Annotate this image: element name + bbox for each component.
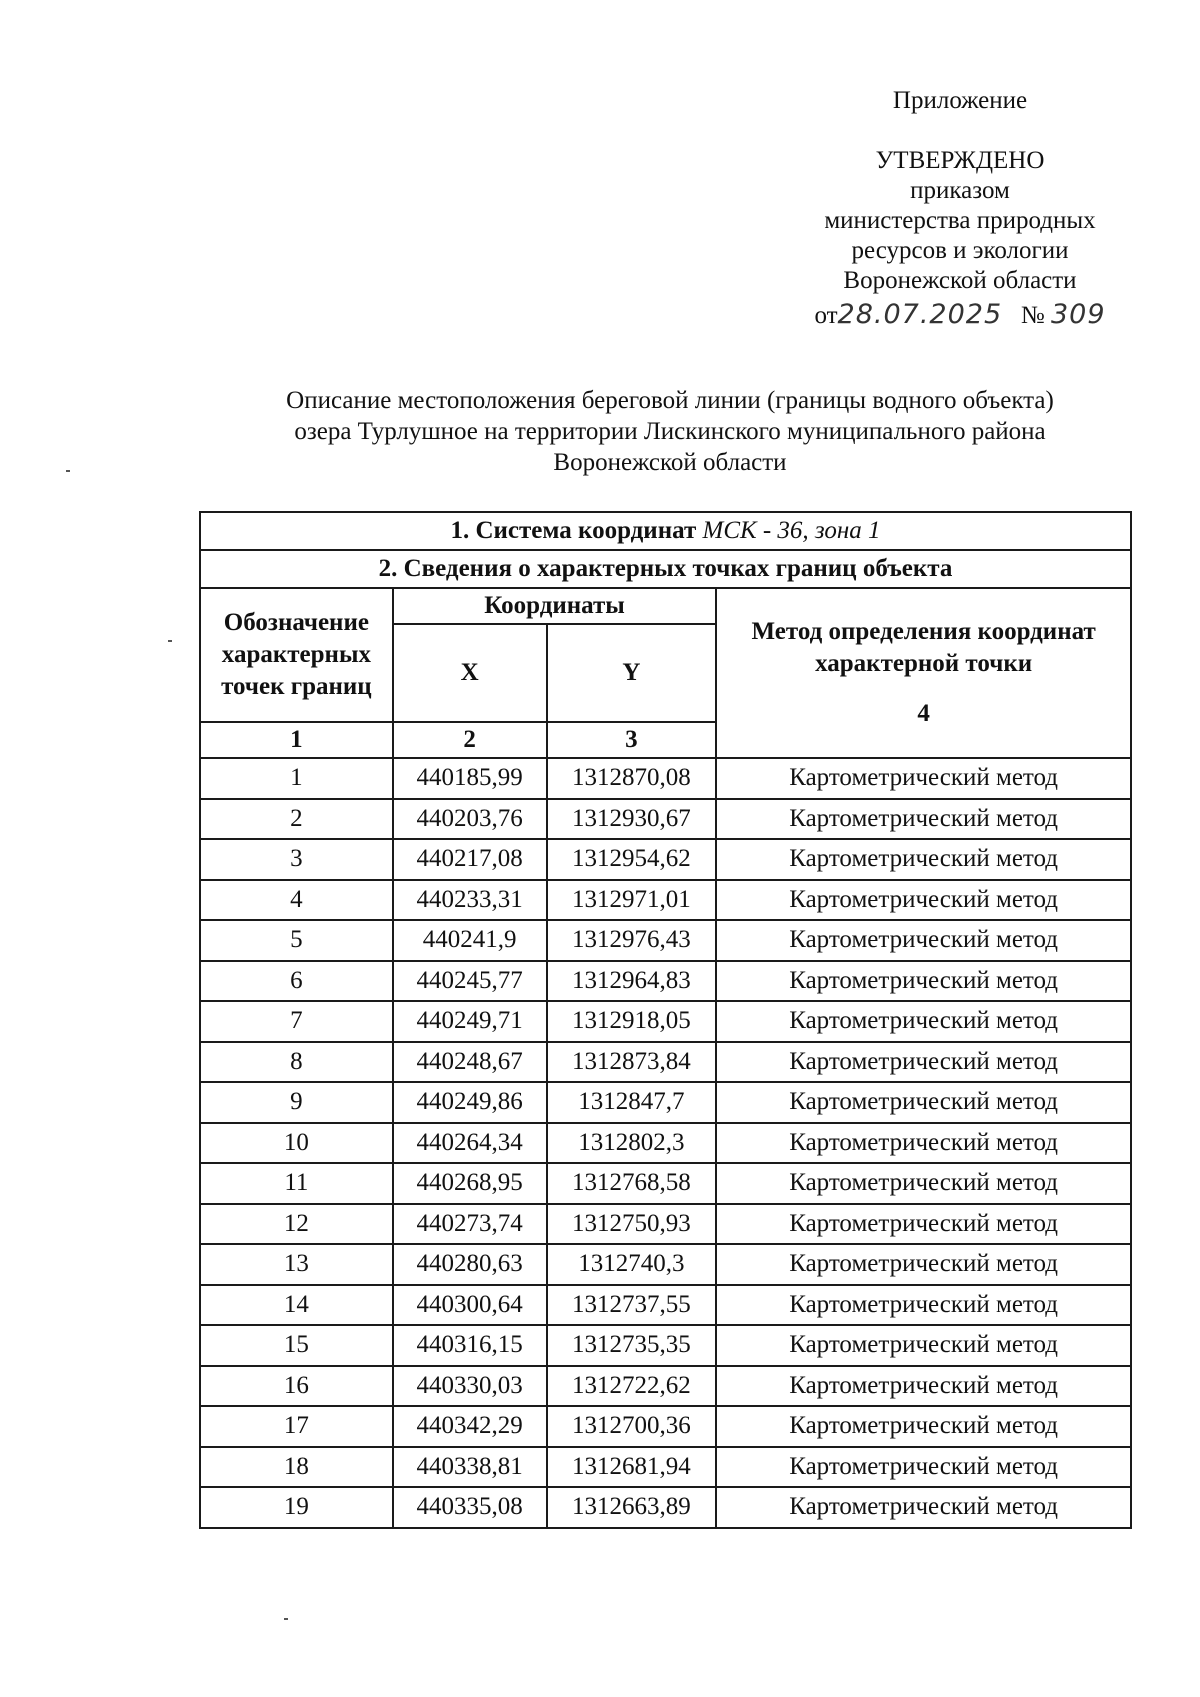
table-row [200, 1325, 1131, 1366]
method-cell: Картометрический метод [716, 1204, 1131, 1245]
coord-y: 1312976,43 [547, 920, 717, 961]
point-id: 8 [200, 1042, 393, 1083]
coord-y: 1312735,35 [547, 1325, 717, 1366]
method-cell: Картометрический метод [716, 1285, 1131, 1326]
method-cell: Картометрический метод [716, 1082, 1131, 1123]
coordinates-table [199, 511, 1132, 1529]
point-id: 12 [200, 1204, 393, 1245]
coord-y: 1312722,62 [547, 1366, 717, 1407]
table-row [200, 1001, 1131, 1042]
point-id: 11 [200, 1163, 393, 1204]
coord-x: 440241,9 [393, 920, 547, 961]
point-id: 3 [200, 839, 393, 880]
method-cell: Картометрический метод [716, 1406, 1131, 1447]
coord-x: 440273,74 [393, 1204, 547, 1245]
coord-y: 1312918,05 [547, 1001, 717, 1042]
table-row [200, 799, 1131, 840]
coord-y: 1312873,84 [547, 1042, 717, 1083]
coord-x: 440185,99 [393, 758, 547, 799]
col-number-1: 1 [200, 722, 393, 758]
date-prefix: от [814, 302, 838, 329]
coord-y: 1312768,58 [547, 1163, 717, 1204]
header-row-1 [200, 588, 1131, 624]
order-date: 28.07.2025 [837, 299, 1003, 330]
coord-y: 1312737,55 [547, 1285, 717, 1326]
table-row [200, 1163, 1131, 1204]
point-id: 19 [200, 1487, 393, 1528]
table-row [200, 920, 1131, 961]
point-id: 14 [200, 1285, 393, 1326]
number-prefix: № [1020, 302, 1045, 329]
order-number: 309 [1051, 299, 1106, 330]
coord-x: 440248,67 [393, 1042, 547, 1083]
coord-y: 1312954,62 [547, 839, 717, 880]
method-cell: Картометрический метод [716, 1325, 1131, 1366]
coord-y: 1312930,67 [547, 799, 717, 840]
order-date-number [790, 300, 1130, 331]
coordinate-system-value: МСК - 36, зона 1 [702, 517, 881, 544]
table-row [200, 1204, 1131, 1245]
title-line: озера Турлушное на территории Лискинского муниципального района [294, 418, 1046, 445]
coordinate-system-row [200, 512, 1131, 550]
point-id: 9 [200, 1082, 393, 1123]
scan-speck [168, 640, 172, 642]
table-row [200, 880, 1131, 921]
table-row [200, 839, 1131, 880]
point-id: 4 [200, 880, 393, 921]
method-cell: Картометрический метод [716, 758, 1131, 799]
table-row [200, 1366, 1131, 1407]
coord-y: 1312681,94 [547, 1447, 717, 1488]
method-cell: Картометрический метод [716, 799, 1131, 840]
method-cell: Картометрический метод [716, 880, 1131, 921]
method-cell: Картометрический метод [716, 920, 1131, 961]
table-row [200, 1082, 1131, 1123]
method-header: Метод определения координат характерной точки 4 [716, 588, 1131, 758]
title-line: Воронежской области [553, 449, 787, 476]
method-cell: Картометрический метод [716, 1001, 1131, 1042]
title-line: Описание местоположения береговой линии (границы водного объекта) [286, 387, 1054, 414]
coord-x: 440249,71 [393, 1001, 547, 1042]
coord-x: 440264,34 [393, 1123, 547, 1164]
approval-block [790, 86, 1130, 331]
coords-header: Координаты [393, 588, 716, 624]
point-id: 1 [200, 758, 393, 799]
table-row [200, 1285, 1131, 1326]
method-cell: Картометрический метод [716, 1123, 1131, 1164]
point-id: 13 [200, 1244, 393, 1285]
coord-y: 1312870,08 [547, 758, 717, 799]
coord-y: 1312750,93 [547, 1204, 717, 1245]
coord-x: 440249,86 [393, 1082, 547, 1123]
point-id: 18 [200, 1447, 393, 1488]
method-cell: Картометрический метод [716, 1042, 1131, 1083]
point-header: Обозначение характерных точек границ [200, 588, 393, 722]
coordinate-system-cell [200, 512, 1131, 550]
table-body [200, 758, 1131, 1528]
approval-line: ресурсов и экологии [851, 237, 1069, 264]
method-cell: Картометрический метод [716, 839, 1131, 880]
coord-x: 440316,15 [393, 1325, 547, 1366]
approval-line: министерства природных [824, 207, 1096, 234]
approval-line: приказом [910, 177, 1010, 204]
coord-x: 440217,08 [393, 839, 547, 880]
coord-x: 440338,81 [393, 1447, 547, 1488]
method-cell: Картометрический метод [716, 1487, 1131, 1528]
col-number-4: 4 [917, 700, 930, 727]
point-id: 6 [200, 961, 393, 1002]
method-cell: Картометрический метод [716, 1447, 1131, 1488]
table-row [200, 1487, 1131, 1528]
points-info-row [200, 550, 1131, 588]
point-id: 17 [200, 1406, 393, 1447]
coord-x: 440342,29 [393, 1406, 547, 1447]
method-cell: Картометрический метод [716, 1244, 1131, 1285]
coord-y: 1312700,36 [547, 1406, 717, 1447]
x-header: X [393, 624, 547, 722]
coord-x: 440233,31 [393, 880, 547, 921]
coord-x: 440245,77 [393, 961, 547, 1002]
coord-y: 1312802,3 [547, 1123, 717, 1164]
coordinate-system-label: 1. Система координат [450, 517, 697, 544]
coord-y: 1312847,7 [547, 1082, 717, 1123]
point-id: 15 [200, 1325, 393, 1366]
coord-y: 1312740,3 [547, 1244, 717, 1285]
coord-x: 440268,95 [393, 1163, 547, 1204]
method-cell: Картометрический метод [716, 1366, 1131, 1407]
approved-label: УТВЕРЖДЕНО [875, 147, 1045, 174]
method-cell: Картометрический метод [716, 1163, 1131, 1204]
coord-y: 1312663,89 [547, 1487, 717, 1528]
point-id: 7 [200, 1001, 393, 1042]
coord-x: 440330,03 [393, 1366, 547, 1407]
scan-speck [284, 1618, 288, 1620]
coord-y: 1312964,83 [547, 961, 717, 1002]
coord-y: 1312971,01 [547, 880, 717, 921]
table-row [200, 1042, 1131, 1083]
method-cell: Картометрический метод [716, 961, 1131, 1002]
points-info-label: 2. Сведения о характерных точках границ объекта [200, 550, 1131, 588]
table-row [200, 1406, 1131, 1447]
coord-x: 440280,63 [393, 1244, 547, 1285]
document-title [200, 385, 1140, 478]
scan-speck [66, 470, 70, 472]
point-id: 10 [200, 1123, 393, 1164]
coord-x: 440203,76 [393, 799, 547, 840]
coord-x: 440300,64 [393, 1285, 547, 1326]
y-header: Y [547, 624, 717, 722]
approval-line: Воронежской области [843, 267, 1077, 294]
appendix-label: Приложение [892, 87, 1028, 114]
coord-x: 440335,08 [393, 1487, 547, 1528]
point-id: 5 [200, 920, 393, 961]
col-number-2: 2 [393, 722, 547, 758]
table-row [200, 758, 1131, 799]
table-row [200, 1244, 1131, 1285]
col-number-3: 3 [547, 722, 717, 758]
table-row [200, 1123, 1131, 1164]
table-row [200, 961, 1131, 1002]
point-id: 16 [200, 1366, 393, 1407]
point-id: 2 [200, 799, 393, 840]
table-row [200, 1447, 1131, 1488]
